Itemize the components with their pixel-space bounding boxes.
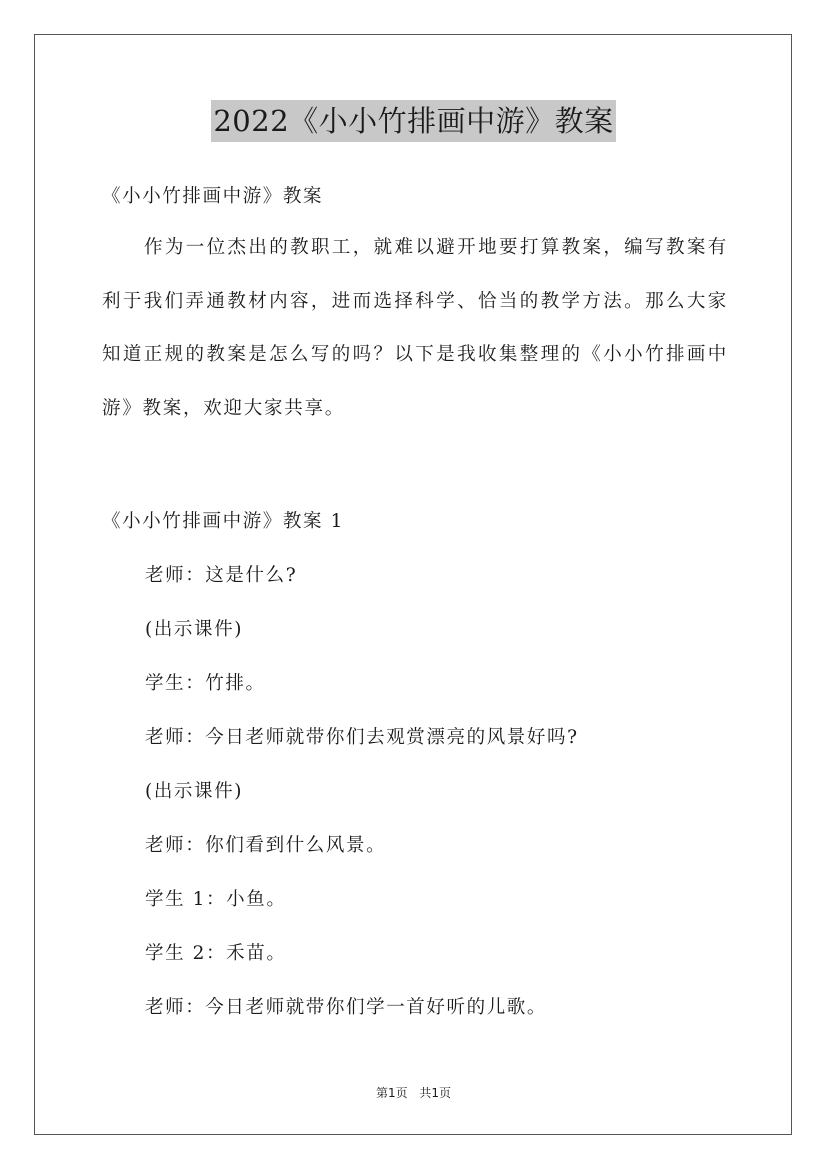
dialogue-line: 老师：今日老师就带你们去观赏漂亮的风景好吗? (145, 727, 579, 748)
section-heading: 《小小竹排画中游》教案 1 (102, 511, 344, 532)
dialogue-line: 老师：你们看到什么风景。 (145, 835, 387, 856)
page-footer (0, 1084, 827, 1101)
dialogue-line: 老师：今日老师就带你们学一首好听的儿歌。 (145, 997, 548, 1018)
page-number: 第1页 (375, 1086, 408, 1100)
dialogue-line: 学生：竹排。 (145, 673, 266, 694)
dialogue-line: 老师：这是什么? (145, 565, 298, 586)
dialogue-line: (出示课件) (145, 619, 244, 640)
title-container (0, 100, 827, 142)
intro-paragraph: 作为一位杰出的教职工，就难以避开地要打算教案，编写教案有利于我们弄通教材内容，进而选择科学、恰当的教学方法。那么大家知道正规的教案是怎么写的吗？以下是我收集整理的《小小竹排画中游》教案，欢迎大家共享。 (102, 237, 728, 419)
dialogue-line: 学生 2：禾苗。 (145, 943, 287, 964)
document-title: 2022《小小竹排画中游》教案 (211, 100, 615, 142)
document-subtitle: 《小小竹排画中游》教案 (102, 186, 324, 207)
dialogue-line: (出示课件) (145, 781, 244, 802)
page-total: 共1页 (419, 1086, 452, 1100)
dialogue-line: 学生 1：小鱼。 (145, 889, 287, 910)
